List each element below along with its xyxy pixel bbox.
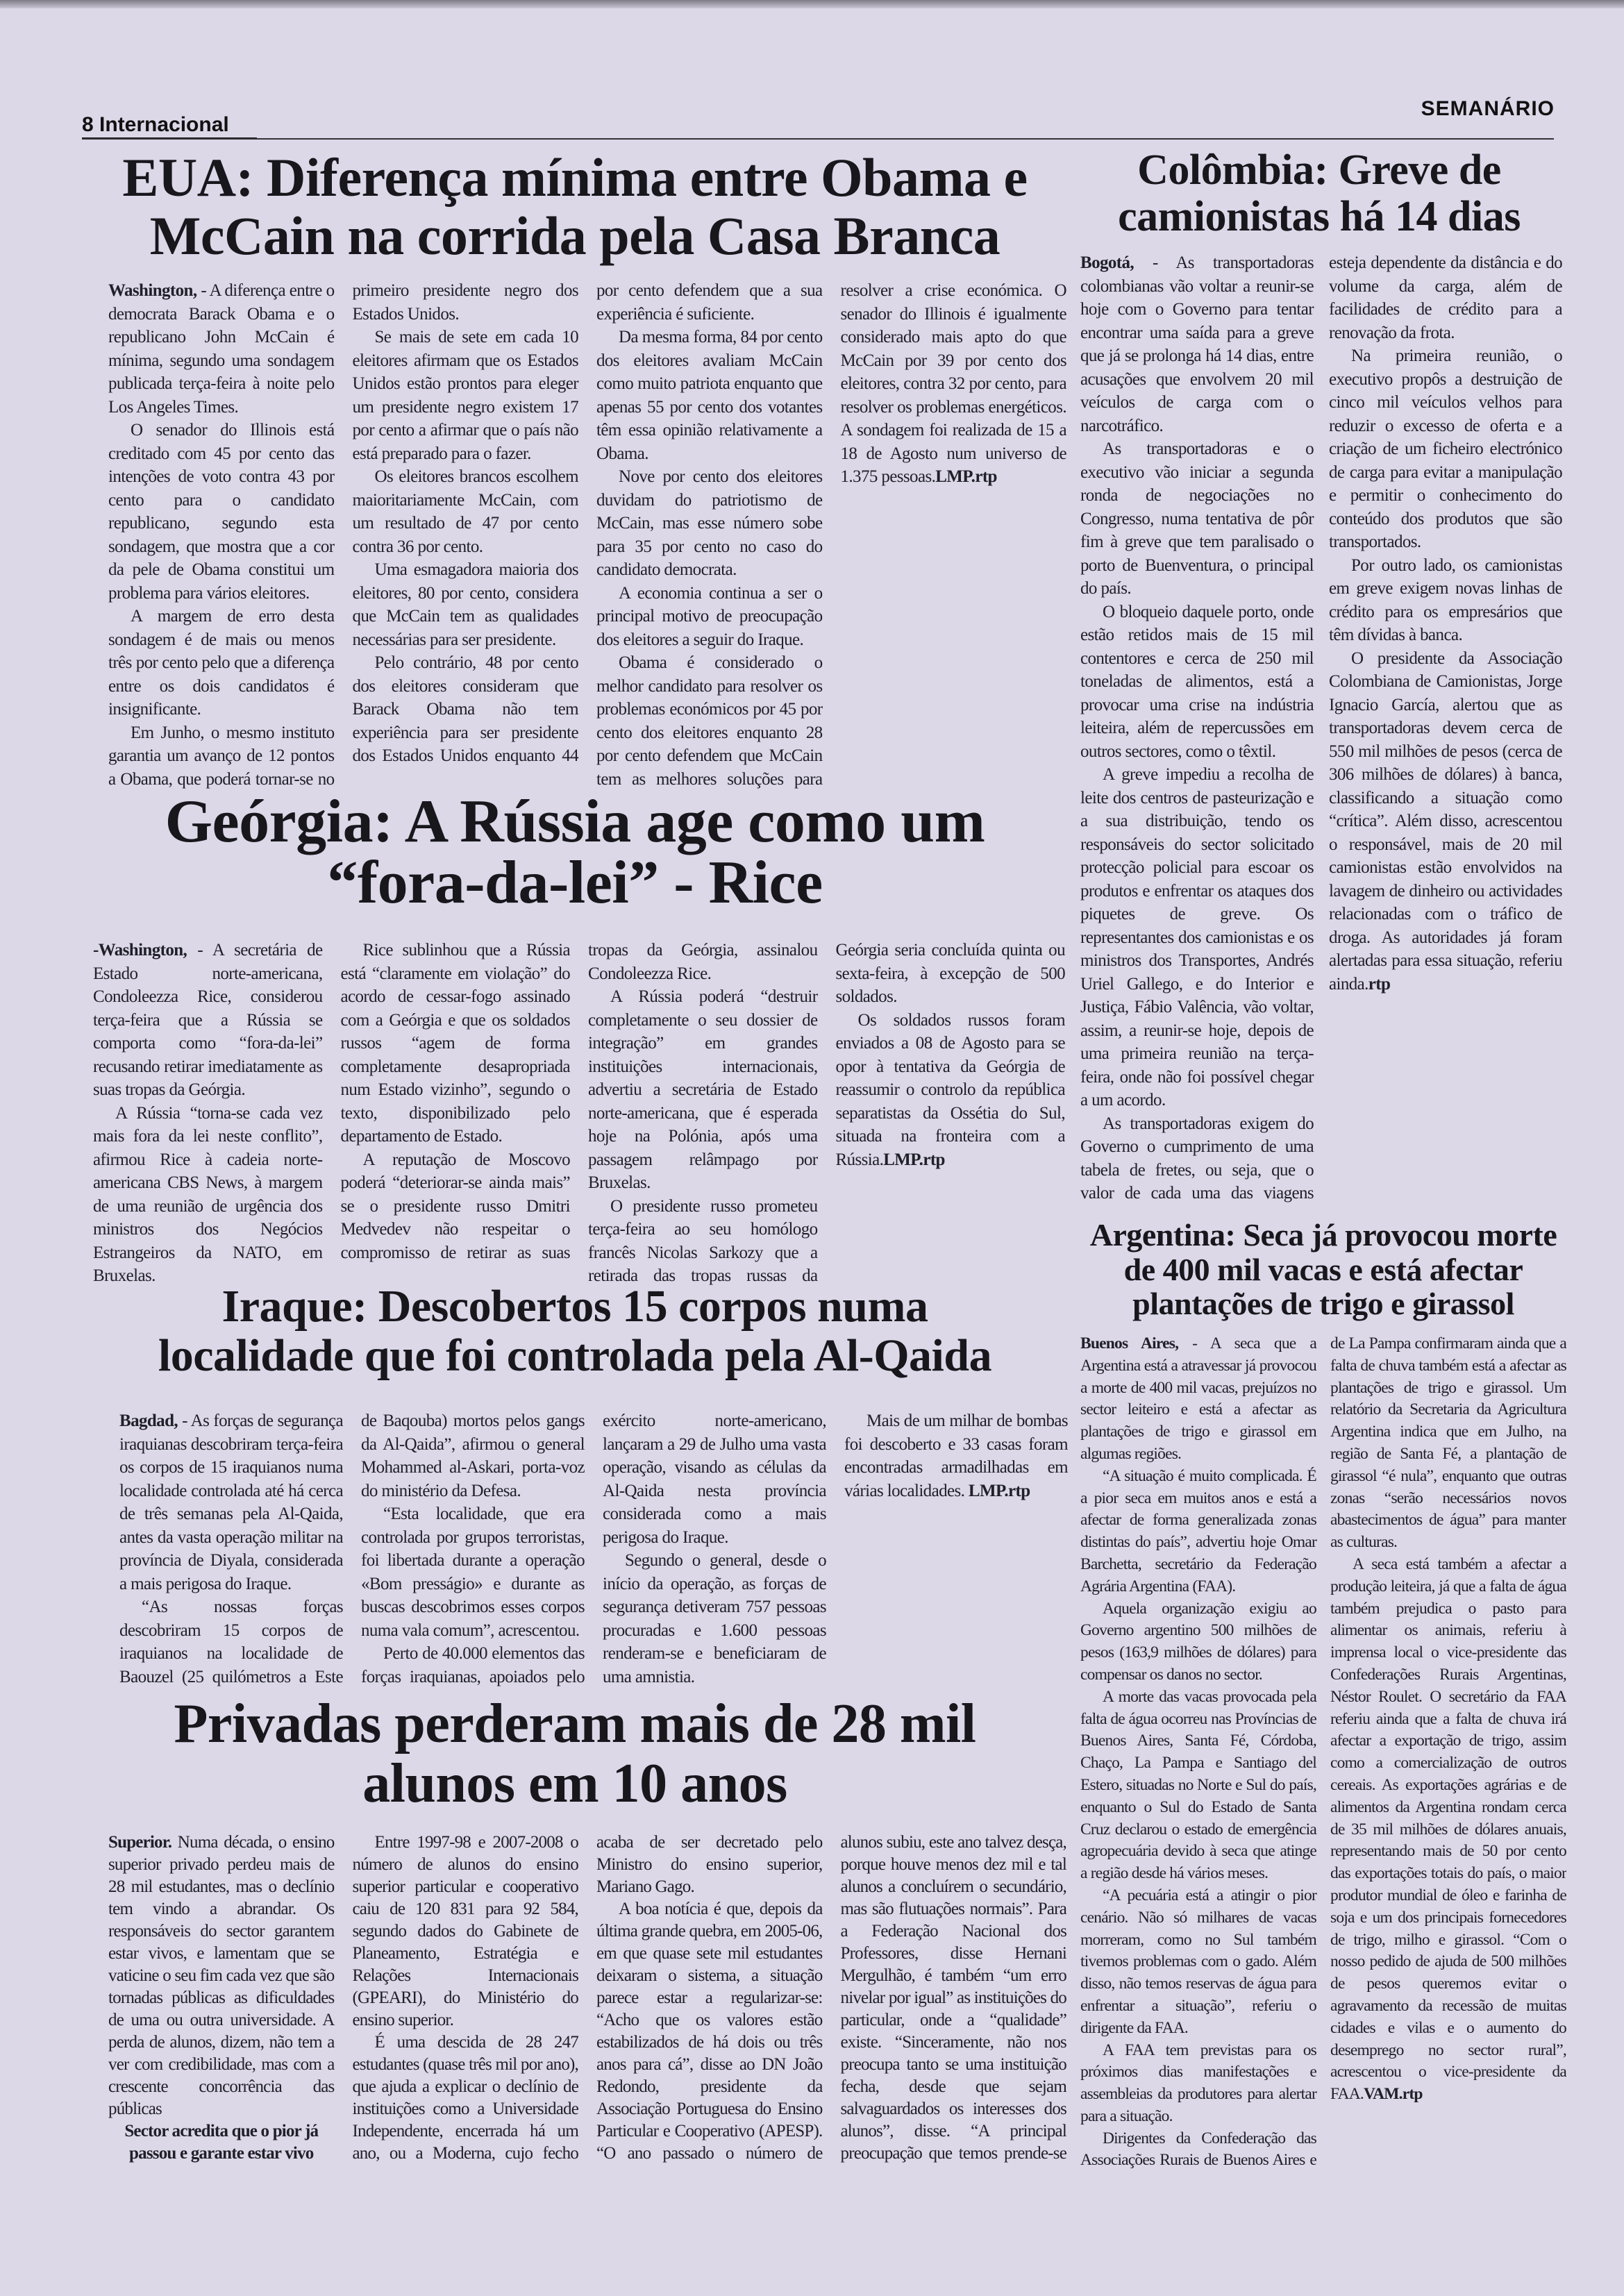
eua-headline: [82, 149, 1068, 265]
iraque-paragraph-2: “As nossas forças descobriram 15 corpos de iraquianos na localidade de Baouzel (25 quilómetros a Este de Baqouba) mortos pelos gangs da Al-Qaida”, afirmou o general Mohammed al-Askari, porta-voz do ministério da Defesa.: [119, 1411, 585, 1686]
argentina-headline-line-2: de 400 mil vacas e está afectar: [1123, 1251, 1523, 1287]
argentina-article-body: [1080, 1333, 1566, 2194]
georgia-headline-line-1: Geórgia: A Rússia age como um: [165, 788, 985, 855]
iraque-paragraph-6: Mais de um milhar de bombas foi descoberto e 33 casas foram encontradas armadilhadas em várias localidades. LMP.rtp: [844, 1411, 1068, 1500]
colombia-headline-line-1: Colômbia: Greve de: [1137, 146, 1501, 194]
iraque-paragraph-1: Bagdad, - As forças de segurança iraquianas descobriram terça-feira os corpos de 15 iraquianos numa localidade controlada até há cerca de três semanas pela Al-Qaida, antes da vasta operação militar na província de Diyala, considerada a mais perigosa do Iraque.: [119, 1411, 343, 1593]
eua-paragraph-2: O senador do Illinois está creditado com 45 por cento das intenções de voto contra 43 por cento para o candidato republicano, segundo esta sondagem, que mostra que a cor da pele de Obama constitui um problema para vários eleitores.: [108, 421, 335, 603]
privadas-article-body: [108, 1832, 1066, 2184]
eua-paragraph-10: Nove por cento dos eleitores duvidam do patriotismo de McCain, mas esse número sobe para 35 por cento no caso do candidato democrata.: [596, 467, 823, 579]
argentina-headline-line-3: plantações de trigo e girassol: [1132, 1286, 1514, 1322]
newspaper-name: SEMANÁRIO: [1421, 97, 1555, 120]
argentina-dateline: Buenos Aires,: [1080, 1334, 1179, 1352]
colombia-dateline: Bogotá,: [1080, 253, 1135, 272]
eua-paragraph-4: Em Junho, o mesmo instituto garantia um avanço de 12 pontos a Obama, que poderá tornar-se no primeiro presidente negro dos Estados Unidos.: [108, 281, 578, 789]
iraque-dateline: Bagdad,: [119, 1411, 178, 1430]
georgia-paragraph-6: O presidente russo prometeu terça-feira ao seu homólogo francês Nicolas Sarkozy que a retirada das tropas russas da Geórgia seria concluída quinta ou sexta-feira, à excepção de 500 soldados.: [588, 941, 1065, 1285]
argentina-paragraph-1: Buenos Aires, - A seca que a Argentina está a atravessar já provocou a morte de 400 mil vacas, prejuízos no sector leiteiro e está a afectar as plantações de trigo e girassol em algumas regiões.: [1080, 1334, 1316, 1463]
colombia-paragraph-1: Bogotá, - As transportadoras colombianas vão voltar a reunir-se hoje com o Governo para tentar encontrar uma saída para a greve que já se prolonga há 14 dias, entre acusações que envolvem 20 mil veículos de carga com o narcotráfico.: [1080, 253, 1314, 435]
colombia-paragraph-8: O presidente da Associação Colombiana de Camionistas, Jorge Ignacio García, alertou que as transportadoras devem cerca de 550 mil milhões de pesos (cerca de 306 milhões de dólares) à banca, classificando a situação como “crítica”. Além disso, acrescentou o responsável, mais de 20 mil camionistas estão envolvidos na lavagem de dinheiro ou actividades relacionadas com o tráfico de droga. As autoridades já foram alertadas para essa situação, referiu ainda.rtp: [1329, 648, 1562, 994]
privadas-paragraph-2: Entre 1997-98 e 2007-2008 o número de alunos do ensino superior particular e cooperativo caiu de 120 831 para 92 584, segundo dados do Gabinete de Planeamento, Estratégia e Relações Internacionais (GPEARI), do Ministério do ensino superior.: [352, 1833, 578, 2029]
colombia-headline-line-2: camionistas há 14 dias: [1118, 192, 1521, 240]
eua-paragraph-6: Os eleitores brancos escolhem maioritariamente McCain, com um resultado de 47 por cento contra 36 por cento.: [352, 467, 578, 556]
georgia-dateline: -Washington,: [93, 941, 187, 960]
colombia-paragraph-2: As transportadoras e o executivo vão iniciar a segunda ronda de negociações no Congresso, numa tentativa de pôr fim à greve que tem paralisado o porto de Buenventura, o principal do país.: [1080, 439, 1314, 598]
georgia-paragraph-1: -Washington, - A secretária de Estado norte-americana, Condoleezza Rice, considerou terça-feira que a Rússia se comporta como “fora-da-lei” recusando retirar imediatamente as suas tropas da Geórgia.: [93, 941, 323, 1099]
argentina-headline: [1080, 1218, 1566, 1321]
iraque-headline: [82, 1282, 1068, 1381]
georgia-headline-line-2: “fora-da-lei” - Rice: [327, 849, 823, 916]
iraque-paragraph-5: Segundo o general, desde o início da operação, as forças de segurança detiveram 757 pessoas procuradas e 1.600 pessoas renderam-se e beneficiaram de uma amnistia.: [603, 1551, 826, 1686]
colombia-paragraph-4: A greve impediu a recolha de leite dos centros de pasteurização e a sua distribuição, tendo os responsáveis do sector solicitado protecção policial para escoar os produtos e enfrentar os ataques dos piquetes de greve. Os representantes dos camionistas e os ministros dos Transportes, Andrés Uriel Gallego, e do Interior e Justiça, Fábio Valência, vão voltar, assim, a reunir-se hoje, depois de uma primeira reunião na terça-feira, onde não foi possível chegar a um acordo.: [1080, 765, 1314, 1109]
header-rule: [82, 138, 1554, 140]
privadas-paragraph-3: É uma descida de 28 247 estudantes (quase três mil por ano), que ajuda a explicar o declínio de instituições como a Universidade Independente, encerrada há um ano, ou a Moderna, cujo fecho acaba de ser decretado pelo Ministro do ensino superior, Mariano Gago.: [352, 1833, 823, 2163]
iraque-paragraph-3: “Esta localidade, que era controlada por grupos terroristas, foi libertada durante a operação «Bom presságio» e durante as buscas descobrimos esses corpos numa vala comum”, acrescentou.: [361, 1505, 585, 1640]
iraque-headline-line-2: localidade que foi controlada pela Al-Qaida: [158, 1330, 992, 1382]
privadas-paragraph-1: Superior. Numa década, o ensino superior privado perdeu mais de 28 mil estudantes, mas o declínio tem vindo a abrandar. Os responsáveis do sector garantem estar vivos, e lamentam que se vaticine o seu fim cada vez que são tornadas públicas as dificuldades de uma ou outra universidade. A perda de alunos, dizem, não tem a ver com credibilidade, mas com a crescente concorrência das públicas: [108, 1833, 335, 2118]
eua-dateline: Washington,: [108, 281, 197, 300]
argentina-headline-line-1: Argentina: Seca já provocou morte: [1089, 1217, 1557, 1252]
privadas-dateline: Superior.: [108, 1833, 172, 1852]
eua-paragraph-7: Uma esmagadora maioria dos eleitores, 80 por cento, considera que McCain tem as qualidades necessárias para ser presidente.: [352, 560, 578, 649]
privadas-headline-line-1: Privadas perderam mais de 28 mil: [174, 1693, 976, 1754]
iraque-article-body: [119, 1409, 1068, 1695]
georgia-paragraph-7: Os soldados russos foram enviados a 08 de Agosto para se opor à tentativa da Geórgia de reassumir o controlo da república separatistas da Ossétia do Sul, situada na fronteira com a Rússia.LMP.rtp: [835, 1010, 1065, 1169]
eua-headline-line-2: McCain na corrida pela Casa Branca: [149, 206, 1001, 267]
georgia-article-body: [93, 939, 1065, 1291]
eua-paragraph-3: A margem de erro desta sondagem é de mais ou menos três por cento pelo que a diferença entre os dois candidatos é insignificante.: [108, 607, 335, 719]
colombia-headline: [1083, 147, 1555, 240]
privadas-headline-line-2: alunos em 10 anos: [362, 1753, 787, 1815]
eua-paragraph-1: Washington, - A diferença entre o democrata Barack Obama e o republicano John McCain é mínima, segundo uma sondagem publicada terça-feira à noite pelo Los Angeles Times.: [108, 281, 335, 417]
argentina-paragraph-8: A seca está também a afectar a produção leiteira, já que a falta de água também prejudica o pasto para alimentar os animais, referiu à imprensa local o vice-presidente das Confederações Rurais Argentinas, Néstor Roulet. O secretário da FAA referiu ainda que a falta de chuva irá afectar a exportação de trigo, assim como a comercialização de outros cereais. As exportações agrárias e de alimentos da Argentina rondam cerca de 35 mil milhões de dólares anuais, representando mais de 50 por cento das exportações totais do país, o maior produtor mundial de óleo e farinha de soja e um dos principais fornecedores de trigo, milho e girassol. “Com o nosso pedido de ajuda de 500 milhões de pesos queremos evitar o agravamento da recessão de muitas cidades e vilas e o aumento do desemprego no sector rural”, acrescentou o vice-presidente da FAA.VAM.rtp: [1330, 1555, 1566, 2104]
georgia-paragraph-2: A Rússia “torna-se cada vez mais fora da lei neste conflito”, afirmou Rice à cadeia norte-americana CBS News, à margem de uma reunião de urgência dos ministros dos Negócios Estrangeiros da NATO, em Bruxelas.: [93, 1103, 323, 1285]
georgia-headline: [82, 788, 1068, 916]
argentina-paragraph-3: Aquela organização exigiu ao Governo argentino 500 milhões de pesos (163,9 milhões de dólares) para compensar os danos no sector.: [1080, 1599, 1316, 1684]
georgia-paragraph-4: A reputação de Moscovo poderá “deteriorar-se ainda mais” se o presidente russo Dmitri Medvedev não respeitar o compromisso de retirar as suas tropas da Geórgia, assinalou Condoleezza Rice.: [340, 941, 818, 1262]
iraque-paragraph-4: Perto de 40.000 elementos das forças iraquianas, apoiados pelo exército norte-americano, lançaram a 29 de Julho uma vasta operação, visando as células da Al-Qaida nesta província considerada como a mais perigosa do Iraque.: [361, 1411, 826, 1686]
colombia-paragraph-7: Por outro lado, os camionistas em greve exigem novas linhas de crédito para os empresários que têm dívidas à banca.: [1329, 555, 1562, 644]
eua-paragraph-5: Se mais de sete em cada 10 eleitores afirmam que os Estados Unidos estão prontos para eleger um presidente negro existem 17 por cento a afirmar que o país não está preparado para o fazer.: [352, 328, 578, 463]
scan-top-edge: [0, 0, 1624, 8]
georgia-paragraph-5: A Rússia poderá “destruir completamente o seu dossier de integração” em grandes instituições internacionais, advertiu a secretária de Estado norte-americana, que é esperada hoje na Polónia, após uma passagem relâmpago por Bruxelas.: [588, 987, 818, 1192]
colombia-article-body: [1080, 251, 1562, 1214]
eua-paragraph-11: A economia continua a ser o principal motivo de preocupação dos eleitores a seguir do Iraque.: [596, 583, 823, 649]
eua-signature: LMP.rtp: [935, 467, 997, 486]
eua-headline-line-1: EUA: Diferença mínima entre Obama e: [122, 147, 1028, 208]
privadas-paragraph-4: A boa notícia é que, depois da última grande quebra, em 2005-06, em que quase sete mil estudantes deixaram o sistema, a situação parece estar a regularizar-se: “Acho que os valores estão estabilizados de há dois ou três anos para cá”, disse ao DN João Redondo, presidente da Associação Portuguesa do Ensino Particular e Cooperativo (APESP). “O ano passado o número de alunos subiu, este ano talvez desça, porque houve menos dez mil e tal alunos a concluírem o secundário, mas são flutuações normais”. Para a Federação Nacional dos Professores, disse Hernani Mergulhão, é também “um erro nivelar por igual” as instituições do particular, onde a “qualidade” existe. “Sinceramente, não nos preocupa tanto se uma instituição fecha, desde que sejam salvaguardados os interesses dos alunos”, disse. “A principal preocupação que temos prende-se: [596, 1833, 1066, 2163]
eua-paragraph-8: Pelo contrário, 48 por cento dos eleitores consideram que Barack Obama não tem experiência para ser presidente dos Estados Unidos enquanto 44 por cento defendem que a sua experiência é suficiente.: [352, 281, 823, 765]
colombia-paragraph-3: O bloqueio daquele porto, onde estão retidos mais de 15 mil contentores e cerca de 250 mil toneladas de alimentos, está a provocar uma crise na indústria leiteira, além de repercussões em outros sectores, como o têxtil.: [1080, 602, 1314, 761]
argentina-paragraph-7: Dirigentes da Confederação das Associações Rurais de Buenos Aires e de La Pampa confirmaram ainda que a falta de chuva também está a afectar as plantações de trigo e girassol. Um relatório da Secretaria da Agricultura Argentina indica que em Julho, na região de Santa Fé, a plantação de girassol “é nula”, enquanto que outras zonas “serão necessários novos abastecimentos de água” para manter as culturas.: [1080, 1334, 1566, 2170]
argentina-paragraph-5: “A pecuária está a atingir o pior cenário. Não só milhares de vacas morreram, como no Sul também tivemos problemas com o gado. Além disso, não temos reservas de água para enfrentar a situação”, referiu o dirigente da FAA.: [1080, 1886, 1316, 2037]
argentina-paragraph-6: A FAA tem previstas para os próximos dias manifestações e assembleias da produtores para alertar para a situação.: [1080, 2041, 1316, 2125]
colombia-paragraph-6: Na primeira reunião, o executivo propôs a destruição de cinco mil veículos velhos para reduzir o excesso de oferta e a criação de um ficheiro electrónico de carga para evitar a manipulação e permitir o conhecimento do conteúdo dos produtos que são transportados.: [1329, 346, 1562, 551]
colombia-paragraph-5: As transportadoras exigem do Governo o cumprimento de uma tabela de fretes, ou seja, que o valor de cada uma das viagens esteja dependente da distância e do volume da carga, além de facilidades de crédito para a renovação da frota.: [1080, 253, 1562, 1203]
eua-paragraph-12: Obama é considerado o melhor candidato para resolver os problemas económicos por 45 por cento dos eleitores enquanto 28 por cento defendem que McCain tem as melhores soluções para resolver a crise económica. O senador do Illinois é igualmente considerado mais apto do que McCain por 39 por cento dos eleitores, contra 32 por cento, para resolver os problemas energéticos. A sondagem foi realizada de 15 a 18 de Agosto num universo de 1.375 pessoas.LMP.rtp: [596, 281, 1066, 789]
iraque-headline-line-1: Iraque: Descobertos 15 corpos numa: [221, 1281, 928, 1332]
iraque-signature: LMP.rtp: [968, 1481, 1030, 1500]
argentina-signature: VAM.rtp: [1363, 2085, 1423, 2104]
privadas-subhead: Sector acredita que o pior já passou e garante estar vivo: [124, 2122, 319, 2163]
argentina-paragraph-4: A morte das vacas provocada pela falta de água ocorreu nas Províncias de Buenos Aires, Santa Fé, Córdoba, Chaço, La Pampa e Santiago del Estero, situadas no Norte e Sul do país, enquanto o Sul do Estado de Santa Cruz declarou o estado de emergência agropecuária devido à seca que atinge a região desde há vários meses.: [1080, 1687, 1316, 1883]
privadas-headline: [82, 1694, 1068, 1814]
argentina-paragraph-2: “A situação é muito complicada. É a pior seca em muitos anos e está a afectar de forma generalizada zonas distintas do país”, advertiu hoje Omar Barchetta, secretário da Federação Agrária Argentina (FAA).: [1080, 1466, 1316, 1595]
eua-paragraph-9: Da mesma forma, 84 por cento dos eleitores avaliam McCain como muito patriota enquanto que apenas 55 por cento dos votantes têm essa opinião relativamente a Obama.: [596, 328, 823, 463]
section-label: 8 Internacional: [82, 112, 257, 140]
georgia-paragraph-3: Rice sublinhou que a Rússia está “claramente em violação” do acordo de cessar-fogo assinado com a Geórgia e que os soldados russos “agem de forma completamente desapropriada num Estado vizinho”, segundo o texto, disponibilizado pelo departamento de Estado.: [340, 941, 570, 1146]
colombia-signature: rtp: [1368, 974, 1391, 994]
eua-article-body: [108, 279, 1066, 793]
georgia-signature: LMP.rtp: [883, 1150, 945, 1169]
